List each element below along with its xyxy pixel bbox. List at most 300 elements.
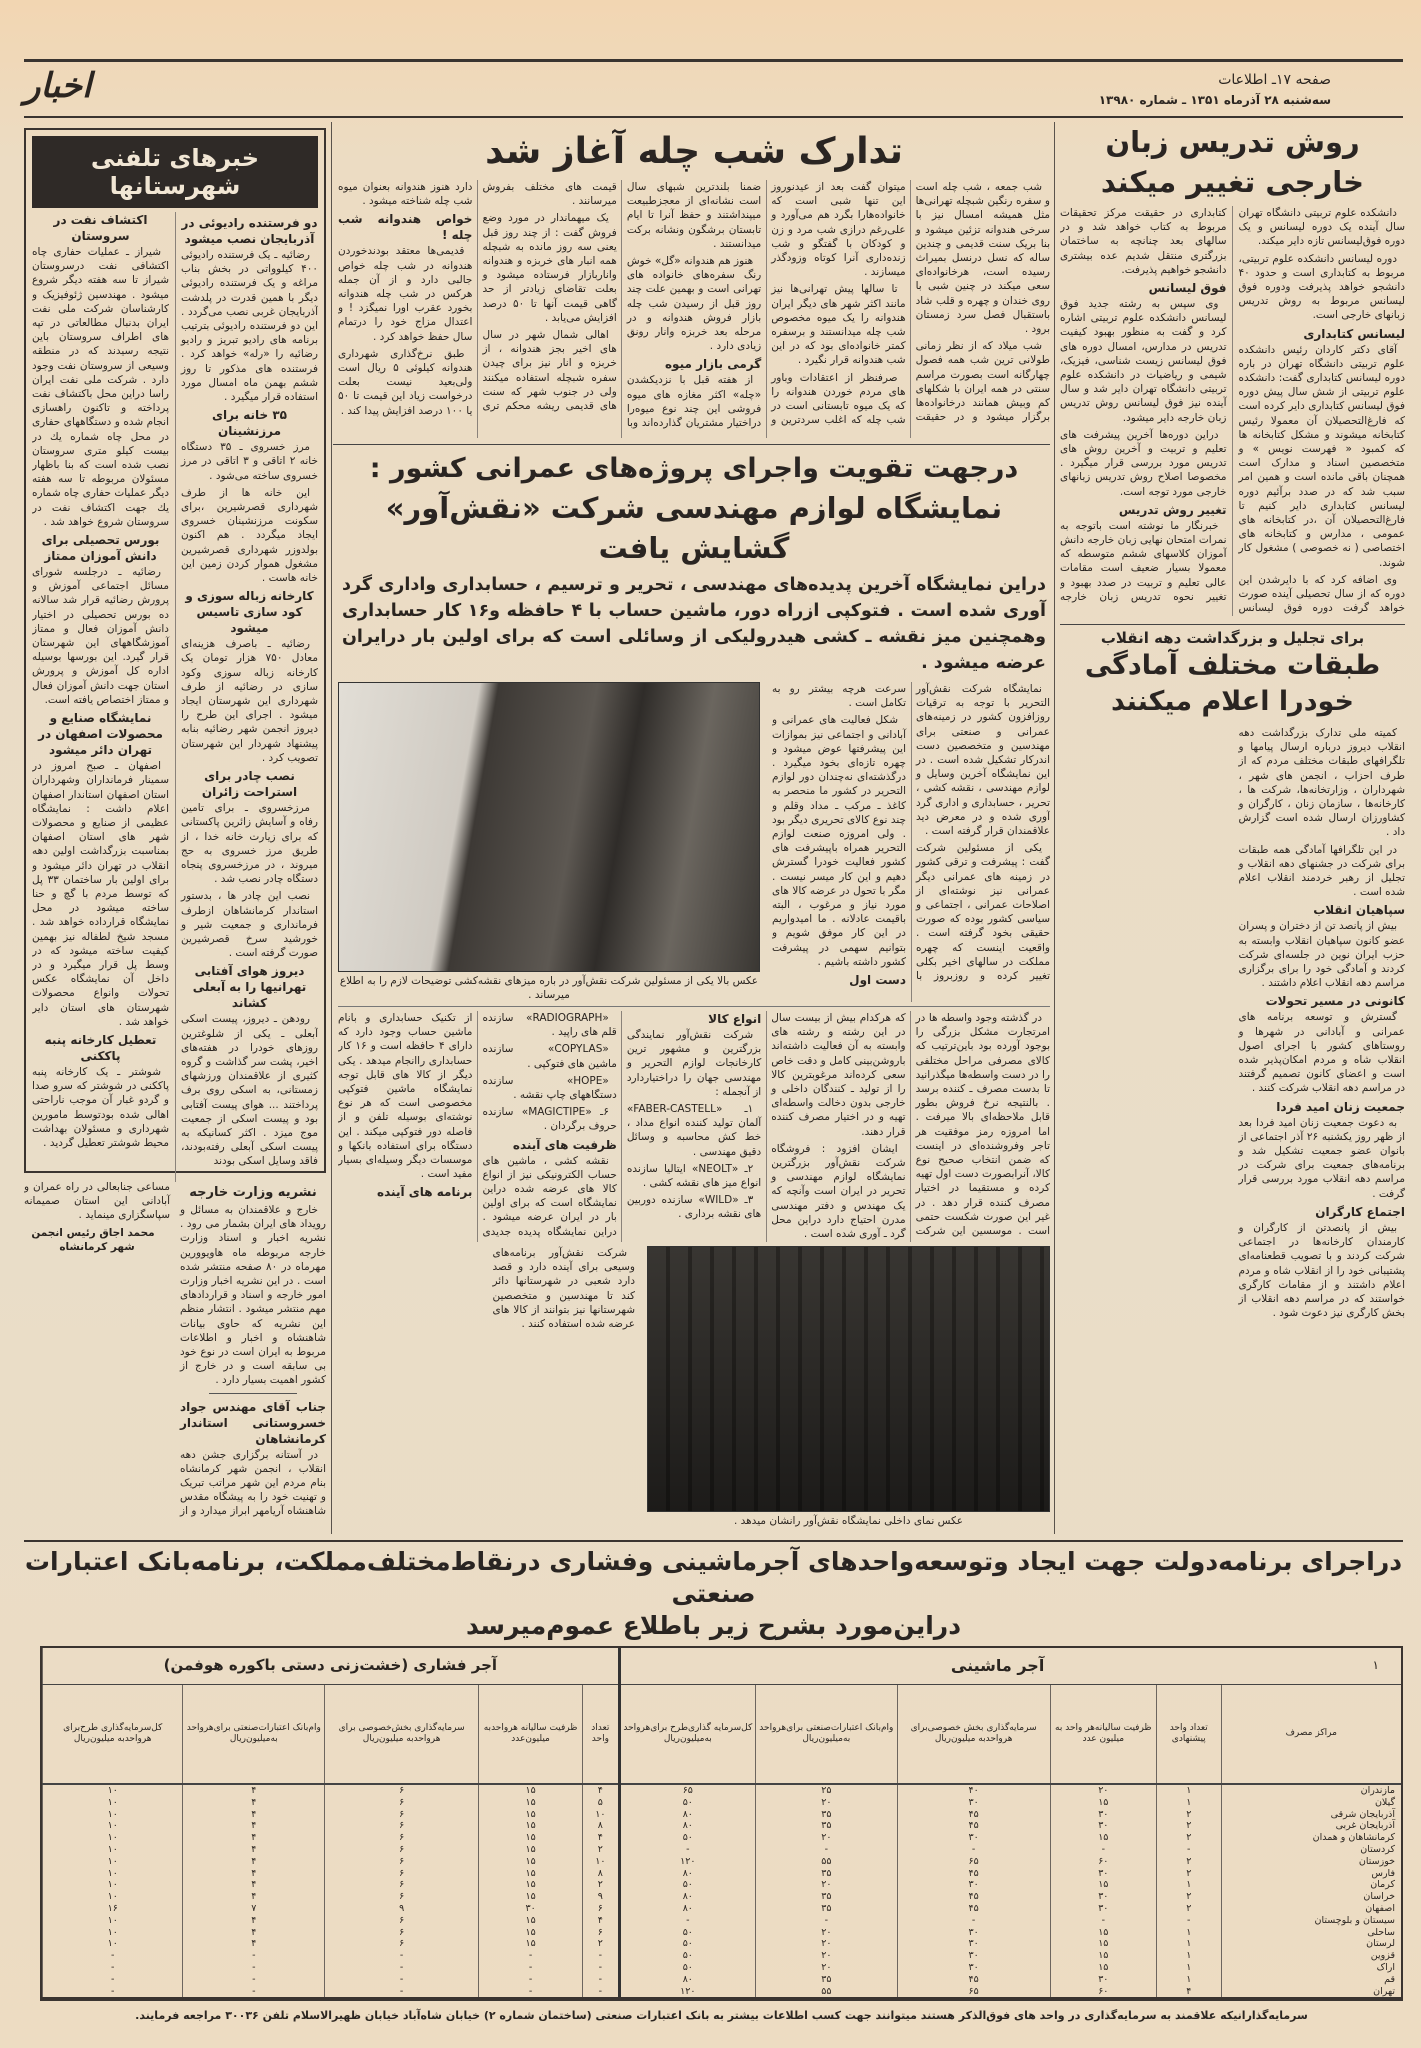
value-cell: -: [1157, 1915, 1222, 1927]
table-row: [43, 1844, 1402, 1856]
language-paragraph: دانشکده علوم تربیتی دانشگاه تهران سال آینده یک دوره لیسانس و یک دوره فوق‌لیسانس تازه دایر میکند.: [1238, 207, 1405, 248]
column-divider: [1054, 122, 1055, 1534]
value-cell: -: [479, 1962, 583, 1974]
revolution-body: [1060, 726, 1405, 1526]
language-paragraph: وی سپس به رشته جدید فوق لیسانس دانشکده علوم تربیتی اشاره کرد و گفت به منظور بهبود کیفیت تدریس در مدارس، امسال دوره های فوق لیسانس زیست شناسی، فیزیک، شیمی و ریاضیات در دانشکده علوم تربیتی دانشگاه تهران دایر شد و سال آینده نیز فوق لیسانس روش تدریس زبان خارجه دایر میشود.: [1060, 298, 1227, 424]
value-cell: ۱۵: [479, 1868, 583, 1880]
value-cell: ۱۰: [43, 1915, 183, 1927]
value-cell: ۲۰: [755, 1950, 897, 1962]
value-cell: ۲: [1157, 1891, 1222, 1903]
value-cell: ۱۵: [479, 1844, 583, 1856]
value-cell: ۲۰: [755, 1962, 897, 1974]
language-article: [1060, 122, 1405, 622]
naqshavar-paragraph: ۶ـ «MAGICTIPE» سازنده حروف برگردان .: [482, 1106, 617, 1133]
value-cell: ۵۰: [619, 1927, 755, 1939]
shab-chelleh-paragraph: هنوز هم هندوانه «گل» خوش رنگ سفره‌های خانواده های تهرانی است و بهمین علت چند روز قبل از رسیدن شب چله بازار فروش هندوانه و در مرحله بعد خربزه وانار رونق زیادی دارد .: [626, 255, 762, 353]
value-cell: ۲۰: [755, 1879, 897, 1891]
naqshavar-kicker: درجهت تقویت واجرای پروژه‌های عمرانی کشور :: [369, 453, 1019, 484]
value-cell: ۶: [325, 1891, 479, 1903]
value-cell: ۲۰: [1050, 1784, 1156, 1797]
value-cell: ۴: [183, 1797, 325, 1809]
value-cell: ۱: [1157, 1938, 1222, 1950]
value-cell: ۶۵: [619, 1784, 755, 1797]
value-cell: ۶۰: [1050, 1986, 1156, 1998]
column-divider: [331, 122, 332, 1534]
value-cell: ۵: [583, 1797, 620, 1809]
provincial-story-paragraph: این خانه ها از طرف شهرداری قصرشیرین ،برای سکونت مرزنشینان خسروی ایجاد میگردد . هم اکنون بولدوزر شهرداری قصرشیرین مشغول هموار کردن زمین این خانه هاست .: [181, 486, 318, 585]
language-subhead: لیسانس کتابداری: [1303, 326, 1405, 341]
value-cell: ۵۰: [619, 1879, 755, 1891]
table-row: [43, 1879, 1402, 1891]
revolution-subhead: سپاهیان انقلاب: [1313, 903, 1405, 918]
value-cell: ۱۵: [479, 1927, 583, 1939]
value-cell: -: [479, 1950, 583, 1962]
value-cell: ۱۰: [43, 1832, 183, 1844]
value-cell: ۴: [183, 1809, 325, 1821]
value-cell: ۱: [1157, 1784, 1222, 1797]
value-cell: -: [325, 1962, 479, 1974]
value-cell: -: [619, 1915, 755, 1927]
naqshavar-paragraph: ۱ـ «FABER-CASTELL» آلمان تولید کننده انواع مداد ، خط کش محاسبه و وسائل دقیق مهندسی .: [626, 1103, 762, 1158]
value-cell: ۵۰: [619, 1797, 755, 1809]
photo1-caption: عکس بالا یکی از مسئولین شرکت نقش‌آور در باره میزهای نقشه‌کشی توضیحات لازم را به اطلاع میرساند .: [339, 975, 759, 1001]
province-cell: کرمان: [1221, 1879, 1401, 1891]
value-cell: ۳۵: [755, 1820, 897, 1832]
value-cell: ۶: [325, 1844, 479, 1856]
naqshavar-side-text: [772, 682, 1050, 1002]
value-cell: ۴: [183, 1927, 325, 1939]
value-cell: ۴: [583, 1832, 620, 1844]
shab-chelleh-paragraph: قدیمی‌ها معتقد بودندخوردن هندوانه در شب چله خواص جالبی دارد و از آن جمله هرکس در شب چله هندوانه بخورد عقرب اورا نمیگزد ! و اعتدال مزاج خود را درتمام سال حفظ خواهد کرد .: [338, 245, 473, 343]
value-cell: ۱۵: [479, 1797, 583, 1809]
value-cell: ۳۰: [897, 1938, 1050, 1950]
revolution-paragraph: کمیته ملی تدارک بزرگداشت دهه انقلاب دیروز درباره ارسال پیامها و تلگرافهای طبقات مختلف مردم که از طرف احزاب ، انجمن های شهر ، شهرداران ، وزارتخانه‌ها، شرکت ها ، کارخانه‌ها ، سازمان زنان ، کارگران و کشاورزان ارسال شده است گزارش داد .: [1238, 727, 1405, 839]
naqshavar-paragraph: شکل فعالیت های عمرانی و آبادانی و اجتماعی نیز بموازات این پیشرفتها عوض میشود و چهره تازه‌ای بخود میگیرد . درگذشته‌ای نه‌چندان دور لوازم التحریر در کشور ما منحصر به کاغذ ـ مرکب ـ مداد وقلم و چند نوع کالای تحریری دیگر بود . ولی امروزه صنعت لوازم التحریر همراه باپیشرفت های کشور فعالیت خودرا گسترش دهیم و این کار میسر نیست . مگر با تحول در عرضه کالا های مورد نیاز و مرغوب ، البته باقیمت عادلانه . ما امیدواریم در این کار موفق شویم و بتوانیم سهمی در پیشرفت کشور داشته باشیم .: [772, 714, 906, 968]
table-row: [43, 1950, 1402, 1962]
value-cell: ۴۵: [897, 1820, 1050, 1832]
value-cell: ۶: [325, 1938, 479, 1950]
shab-chelleh-paragraph: طبق نرخ‌گذاری شهرداری هندوانه کیلوئی ۵ ریال است ولی‌بعید نیست بعلت درخواست زیاد این قیمت تا ۵۰ یا ۱۰۰ درصد افزایش پیدا کند .: [338, 347, 473, 417]
value-cell: ۱: [1157, 1950, 1222, 1962]
value-cell: ۴: [183, 1784, 325, 1797]
photo2-figure: [647, 1246, 1050, 1532]
value-cell: ۲۰: [755, 1832, 897, 1844]
revolution-paragraph: در این تلگرافها آمادگی همه طبقات برای شرکت در جشنهای دهه انقلاب و تجلیل از رهبر خردمند انقلاب اعلام شده است .: [1238, 843, 1405, 899]
province-cell: گیلان: [1221, 1797, 1401, 1809]
value-cell: ۶: [325, 1868, 479, 1880]
naqshavar-paragraph: ۲ـ «NEOLT» ایتالیا سازنده انواع میز های نقشه کشی .: [626, 1162, 762, 1190]
naqshavar-headline-block: [338, 450, 1050, 682]
provincial-story-subhead: نمایشگاه صنایع و محصولات اصفهان در تهران دائر میشود: [38, 711, 163, 758]
province-cell: خوزستان: [1221, 1856, 1401, 1868]
column-header-press: ظرفیت سالیانه هرواحدبه میلیون‌عدد: [479, 1684, 583, 1784]
value-cell: ۳۵: [755, 1903, 897, 1915]
value-cell: -: [325, 1986, 479, 1998]
table-row: [43, 1962, 1402, 1974]
ad-headline-2: دراین‌مورد بشرح زیر باطلاع عموم‌میرسد: [465, 1611, 962, 1640]
value-cell: ۱۲۰: [619, 1986, 755, 1998]
provincial-story-subhead: تعطیل کارخانه پنبه پاککنی: [44, 1032, 157, 1063]
value-cell: ۱۵: [1050, 1832, 1156, 1844]
value-cell: ۵۰: [619, 1962, 755, 1974]
value-cell: ۴۵: [897, 1868, 1050, 1880]
shab-chelleh-paragraph: شب جمعه ، شب چله است و سفره رنگین شبچله تهرانی‌ها مثل همیشه امسال نیز با سرخی هندوانه تزئین میشود و بنا بریک سنت قدیمی و چندین ساله که نسل درنسل بمیراث رسیده است، هرخانواده‌ای سعی میکند در چنین شبی با روی خندان و چهره و قلب شاد باستقبال فصل سرد زمستان برود .: [915, 181, 1050, 336]
value-cell: ۶: [325, 1784, 479, 1797]
value-cell: -: [897, 1915, 1050, 1927]
language-title: روش تدریس زبان خارجی تغییر میکند: [1100, 125, 1365, 199]
value-cell: ۲: [1157, 1820, 1222, 1832]
value-cell: ۱۵: [479, 1784, 583, 1797]
provincial-story-paragraph: رضائیه ـ درجلسه شورای مسائل اجتماعی آموزش و پرورش رضائیه قرار شد سالانه ده بورس تحصیلی در اختیار دانش آموزان فعال و ممتاز آموزشگاههای این شهرستان قرار گیرد. این بورسها بوسیله اداره کل آموزش و پرورش استان جهت دانش آموزان فعال و ممتاز اختصاص یافته است.: [32, 566, 169, 706]
value-cell: ۱۰: [43, 1927, 183, 1939]
value-cell: ۱۵: [479, 1879, 583, 1891]
language-subhead: فوق لیسانس: [1148, 281, 1227, 296]
table-row: [43, 1927, 1402, 1939]
value-cell: ۳۰: [897, 1962, 1050, 1974]
value-cell: ۱۵: [479, 1856, 583, 1868]
naqshavar-paragraph: شرکت نقش‌آور نمایندگی بزرگترین و مشهور ترین کارخانجات لوازم التحریر و مهندسی جهان را دراختیاردارد از آنجمله :: [626, 1029, 762, 1098]
value-cell: ۳۰: [897, 1879, 1050, 1891]
value-cell: ۴: [183, 1820, 325, 1832]
naqshavar-paragraph: «RADIOGRAPH» سازنده قلم های راپید .: [482, 1012, 617, 1039]
value-cell: ۴۵: [897, 1974, 1050, 1986]
provincial-story-subhead: نصب چادر برای استراحت زائران: [201, 769, 298, 800]
provincial-news-box: [24, 128, 326, 1173]
province-cell: کرمانشاهان و همدان: [1221, 1832, 1401, 1844]
provincial-story-paragraph: شوشتر ـ یک کارخانه پنبه پاککنی در شوشتر که سرو صدا و گردو غبار آن موجب ناراحتی اهالی شده بودتوسط مامورین شهرداری و مسئولان بهداشت محیط شوشتر تعطیل گردید .: [32, 1065, 169, 1149]
date-info: سه‌شنبه ۲۸ آذرماه ۱۳۵۱ ـ شماره ۱۳۹۸۰: [1098, 93, 1331, 107]
naqshavar-paragraph: شرکت نقش‌آور برنامه‌های وسیعی برای آینده دارد و قصد دارد شعبی در شهرستانها دائر کند تا مهندسین و متخصصین شهرستانها نیز بتوانند از کالا های عرضه شده استفاده کنند .: [492, 1247, 635, 1331]
value-cell: ۶: [325, 1915, 479, 1927]
value-cell: ۱: [1157, 1879, 1222, 1891]
value-cell: ۱: [1157, 1974, 1222, 1986]
value-cell: ۴: [183, 1844, 325, 1856]
naqshavar-paragraph: «HOPE» سازنده دستگاههای چاپ نقشه .: [482, 1074, 617, 1102]
value-cell: ۱۵: [479, 1938, 583, 1950]
province-cell: اراک: [1221, 1962, 1401, 1974]
value-cell: ۱۵: [1050, 1879, 1156, 1891]
value-cell: ۳۵: [755, 1868, 897, 1880]
naqshavar-subhead: انواع کالا: [708, 1012, 762, 1026]
page-info: صفحه ۱۷ـ اطلاعات: [1218, 72, 1331, 88]
value-cell: ۱۰: [43, 1891, 183, 1903]
value-cell: ۳۰: [897, 1950, 1050, 1962]
shab-chelleh-article: [338, 122, 1050, 442]
value-cell: ۸: [583, 1868, 620, 1880]
brick-table: [42, 1648, 1401, 1997]
value-cell: ۳۰: [1050, 1903, 1156, 1915]
value-cell: -: [183, 1950, 325, 1962]
value-cell: ۴: [183, 1938, 325, 1950]
value-cell: ۱۵: [479, 1915, 583, 1927]
value-cell: ۶: [325, 1856, 479, 1868]
table-row: [43, 1809, 1402, 1821]
value-cell: ۶: [583, 1903, 620, 1915]
shab-chelleh-title: تدارک شب چله آغاز شد: [485, 131, 903, 172]
naqshavar-paragraph: «COPYLAS» سازنده ماشین های فتوکپی .: [482, 1043, 617, 1070]
value-cell: ۶۵: [897, 1856, 1050, 1868]
divider: [338, 1006, 1050, 1007]
column-header-press: کل‌سرمایه‌گذاری طرح‌برای هرواحدبه میلیون‌ریال: [43, 1684, 183, 1784]
value-cell: ۹: [583, 1891, 620, 1903]
value-cell: ۴۰: [897, 1784, 1050, 1797]
value-cell: ۴: [583, 1915, 620, 1927]
value-cell: -: [755, 1915, 897, 1927]
value-cell: ۱۰: [43, 1797, 183, 1809]
value-cell: ۳۰: [1050, 1820, 1156, 1832]
value-cell: ۲۵: [755, 1784, 897, 1797]
language-paragraph: دراین دوره‌ها آخرین پیشرفت های تعلیم و تربیت و آخرین روش های تدریس مورد بررسی قرار میگیرد . مخصوصا اصلاح روش تدریس زبانهای خارجی مورد توجه است.: [1060, 428, 1227, 498]
value-cell: ۸۰: [619, 1820, 755, 1832]
brick-units-table: [40, 1646, 1403, 2001]
value-cell: ۴۵: [897, 1809, 1050, 1821]
naqshavar-side-paragraph: یکی از مسئولین شرکت گفت : پیشرفت و ترقی کشور در زمینه های عمرانی دیگر عمرانی نیز نوشته‌ای از اصلاحات عمرانی ، اجتماعی و سیاسی کشور بوده که صورت حقیقی بخود گرفته است . واقعیت اینست که چهره مملکت در سالهای اخیر بکلی تغییر کرده و روزبروز با سرعت هرچه بیشتر رو به تکامل است .: [772, 683, 1050, 983]
province-cell: آذربایجان غربی: [1221, 1820, 1401, 1832]
value-cell: ۷: [183, 1903, 325, 1915]
naqshavar-paragraph: ۳ـ «WILD» سازنده دوربین های نقشه برداری .: [626, 1194, 762, 1221]
provincial-story-paragraph: مرزخسروی ـ برای تامین رفاه و آسایش زائرین پاکستانی که برای زیارت خانه خدا ، از طریق مرز خسروی به حج میروند ، در مرزخسروی پنجاه دستگاه چادر نصب شد .: [181, 802, 318, 886]
value-cell: ۸۰: [619, 1809, 755, 1821]
value-cell: ۶۵: [897, 1986, 1050, 1998]
value-cell: ۳۰: [897, 1927, 1050, 1939]
value-cell: -: [1157, 1844, 1222, 1856]
value-cell: ۸۰: [619, 1868, 755, 1880]
value-cell: ۱: [1157, 1962, 1222, 1974]
provincial-story-subhead: اکتشاف نفت در سروستان: [53, 213, 148, 243]
column-header-machine: کل‌سرمایه گذاری‌طرح برای‌هرواحد به‌میلیون‌ریال: [619, 1684, 755, 1784]
value-cell: ۱۵: [479, 1832, 583, 1844]
provincial-story-paragraph: اصفهان ـ صبح امروز در سمینار فرمانداران وشهرداران استان اصفهان استاندار اصفهان اعلام داشت : نمایشگاه عظیمی از صنایع و محصولات شهر های استان اصفهان بمناسبت بزرگداشت اولین دهه انقلاب در تهران دائر میشود و برای اولین بار ساختمان ۳۳ پل که توسط مردم با گچ و حنا ساخته میشود در محل نمایشگاه قرارداده خواهد شد . مسجد شیخ لطفاله نیز بهمین کیفیت ساخته میشود که در وسط پل قرار میگیرد و در داخل آن نمایشگاه عکس تحولات وانواع محصولات شهرستان های استان دایر خواهد شد .: [32, 760, 169, 1028]
value-cell: ۲۰: [755, 1938, 897, 1950]
naqshavar-photo-row: [338, 682, 1050, 1002]
value-cell: ۳۰: [479, 1903, 583, 1915]
value-cell: ۱۰: [43, 1844, 183, 1856]
column-header-press: وام‌بانک اعتبارات‌صنعتی برای‌هرواحد به‌میلیون‌ریال: [183, 1684, 325, 1784]
value-cell: ۶: [325, 1797, 479, 1809]
value-cell: ۸۰: [619, 1891, 755, 1903]
photo1-figure: [338, 682, 760, 1002]
value-cell: ۲: [583, 1879, 620, 1891]
value-cell: ۴: [1157, 1986, 1222, 1998]
value-cell: ۲: [1157, 1868, 1222, 1880]
top-rule: [24, 59, 1403, 62]
value-cell: -: [479, 1974, 583, 1986]
provincial-story-subhead: بورس تحصیلی برای دانش آموزان ممتاز: [41, 533, 160, 564]
provincial-story-subhead: ۳۵ خانه برای مرزنشینان: [211, 408, 288, 439]
table-row: [43, 1784, 1402, 1797]
value-cell: ۵۰: [619, 1832, 755, 1844]
table-row: [43, 1820, 1402, 1832]
value-cell: ۱۰: [43, 1856, 183, 1868]
value-cell: ۱۰: [43, 1879, 183, 1891]
province-cell: لرستان: [1221, 1938, 1401, 1950]
value-cell: ۲: [1157, 1809, 1222, 1821]
value-cell: -: [1050, 1844, 1156, 1856]
value-cell: ۹: [325, 1903, 479, 1915]
value-cell: ۴: [583, 1784, 620, 1797]
value-cell: ۱۵: [1050, 1962, 1156, 1974]
value-cell: ۱۵: [1050, 1927, 1156, 1939]
provincial-story-paragraph: رضائیه ـ یک فرستنده رادیوئی ۴۰۰ کیلوواتی در بخش بناب مراغه و یک فرستنده رادیوئی دیگر با همین قدرت در پلدشت آذربایجان غربی نصب می‌گردد . این دو فرستنده رادیوئی بترتیب برنامه های رادیو تبریز و رادیو رضائیه را «رله» خواهد کرد . فرستنده های مذکور تا روز ششم بهمن ماه امسال مورد استفاده قرار میگیرد .: [181, 249, 318, 404]
section-title: اخبار: [24, 66, 92, 106]
column-header-machine: تعداد واحد پیشنهادی: [1157, 1684, 1222, 1784]
table-row: [43, 1891, 1402, 1903]
column-header-machine: وام‌بانک اعتبارات‌صنعتی برای‌هرواحد به‌میلیون‌ریال: [755, 1684, 897, 1784]
value-cell: ۳۵: [755, 1974, 897, 1986]
province-cell: فارس: [1221, 1868, 1401, 1880]
value-cell: -: [897, 1844, 1050, 1856]
value-cell: ۴: [183, 1832, 325, 1844]
province-cell: آذربایجان شرقی: [1221, 1809, 1401, 1821]
naqshavar-subhead: ظرفیت های آینده: [512, 1137, 617, 1152]
value-cell: ۲: [1157, 1903, 1222, 1915]
revolution-subhead: اجتماع کارگران: [1315, 1204, 1405, 1219]
value-cell: ۸: [583, 1820, 620, 1832]
naqshavar-side-paragraph: نمایشگاه شرکت نقش‌آور التحریر با توجه به ترقیات روزافزون کشور در زمینه‌های عمرانی و صنعتی برای مهندسین و متخصصین دست اندرکار تشکیل شده است . در این نمایشگاه آخرین وسایل و لوازم مهندسی ، نقشه کشی ، تحریر ، حسابداری و اداری گرد آوری شده و در معرض دید علاقمندان قرار گرفته است .: [916, 683, 1050, 838]
value-cell: ۳۵: [755, 1809, 897, 1821]
value-cell: ۱۵: [479, 1809, 583, 1821]
value-cell: ۳۰: [897, 1832, 1050, 1844]
naqshavar-subhead: دست اول: [849, 973, 906, 988]
table-row: [43, 1903, 1402, 1915]
left-lower-section: [24, 1180, 326, 1530]
table-row: [43, 1832, 1402, 1844]
value-cell: ۴: [183, 1891, 325, 1903]
value-cell: ۲: [1157, 1856, 1222, 1868]
naqshavar-body: [338, 1011, 1050, 1242]
value-cell: -: [583, 1962, 620, 1974]
value-cell: ۳۰: [897, 1797, 1050, 1809]
revolution-paragraph: به دعوت جمعیت زنان امید فردا بعد از ظهر روز یکشنبه ۲۶ آذر اجتماعی از بانوان عضو جمعیت تشکیل شد و برنامه‌های جمعیت برای شرکت در مراسم دهه انقلاب مورد بررسی قرار گرفت .: [1238, 1116, 1405, 1200]
value-cell: ۱: [1157, 1797, 1222, 1809]
province-cell: قزوین: [1221, 1950, 1401, 1962]
value-cell: ۸۰: [619, 1903, 755, 1915]
ministry-body: خارج و علاقمندان به مسائل و رویداد های ایران بشمار می رود . نشریه اخبار و اسناد وزارت خارجه مربوطه ماه هاویوورین مهرماه در ۸۰ صفحه منتشر شده است . در این نشریه اخبار وزارت امور خارجه و اسناد و قراردادهای مهم منتشر میشود . انتشار منظم این نشریه که حاوی بیانات شاهنشاه و اخبار و اطلاعات مربوط به ایران است در نوع خود بی سابقه است و در خارج از کشور اهمیت بسیار دارد .: [180, 1204, 326, 1387]
revolution-article: [1060, 628, 1405, 1533]
value-cell: ۲: [583, 1844, 620, 1856]
value-cell: ۶: [325, 1809, 479, 1821]
table-row: [43, 1974, 1402, 1986]
provincial-story-subhead: دو فرستنده رادیوئی در آذربایجان نصب میشود: [181, 216, 318, 246]
naqshavar-paragraph: در گذشته وجود واسطه ها در امرتجارت مشکل بزرگی را بوجود آورده بود باین‌ترتیب که کالای مصرفی مراحل مختلفی را در دست واسطه‌ها میگذرانید تا بدست مصرف ـ کننده برسد . بالنتیجه نرخ فروش بطور قابل ملاحظه‌ای بالا میرفت . اما امروزه رمز موفقیت هر تاجر وفروشنده‌ای در اینست که ضمن انتخاب صحیح نوع کالا، آنرابصورت دست اول تهیه کرده و مستقیما در اختیار مصرف کننده قرار دهد . در غیر این صورت شکست حتمی است . موسسین این شرکت که هرکدام بیش از بیست سال در این رشته و رشته های وابسته به آن فعالیت داشته‌اند باروشن‌بینی کامل و دقت خاص سعی کرده‌اند مرغوبترین کالا را از تولید ـ کنندگان داخلی و خارجی بدون دخالت واسطه‌ای تهیه و در اختیار مصرف کننده قرار دهند.: [771, 1012, 1050, 1238]
revolution-subhead: کانونی در مسیر تحولات: [1265, 994, 1405, 1009]
value-cell: ۱۵: [1050, 1797, 1156, 1809]
value-cell: ۳۰: [1050, 1809, 1156, 1821]
value-cell: ۲: [583, 1938, 620, 1950]
divider: [1060, 624, 1405, 625]
provincial-story-subhead: کارخانه زباله سوزی و کود سازی تاسیس میشود: [185, 589, 314, 636]
value-cell: ۱۰: [583, 1856, 620, 1868]
ad-headline-1: دراجرای برنامه‌دولت جهت ایجاد وتوسعه‌واحدهای آجرماشینی وفشاری درنقاط‌مختلف‌مملکت، برنامه‌بانک اعتبارات صنعتی: [24, 1547, 1403, 1608]
notice-signature: محمد اجاق رئیس انجمن شهر کرمانشاه: [31, 1226, 155, 1253]
value-cell: ۱۰: [43, 1809, 183, 1821]
value-cell: ۴: [183, 1915, 325, 1927]
value-cell: ۲۰: [755, 1927, 897, 1939]
value-cell: -: [479, 1986, 583, 1998]
notice-title: جناب آقای مهندس جواد خسروستانی استاندار کرمانشاهان: [180, 1399, 326, 1446]
value-cell: -: [183, 1974, 325, 1986]
ministry-title: نشریه وزارت خارجه: [189, 1185, 317, 1200]
value-cell: -: [755, 1844, 897, 1856]
value-cell: -: [43, 1974, 183, 1986]
value-cell: ۴۵: [897, 1891, 1050, 1903]
shab-chelleh-body: [338, 180, 1050, 438]
province-cell: تهران: [1221, 1986, 1401, 1998]
value-cell: -: [183, 1962, 325, 1974]
value-cell: -: [583, 1974, 620, 1986]
ad-footer: سرمایه‌گذارانیکه علاقمند به سرمایه‌گذاری در واحد های فوق‌الذکر هستند میتوانند جهت کسب اطلاعات بیشتر به بانک اعتبارات صنعتی (ساختمان شماره ۲) خیابان شاه‌آباد خیابان ظهیرالاسلام تلفن ۳۰۰۳۶ مراجعه فرمایند.: [135, 2009, 1308, 2023]
notice-body: در آستانه برگزاری جشن دهه انقلاب ، انجمن شهر کرمانشاه بنام مردم این شهر مراتب تبریک و تهنیت خود را به پیشگاه مقدس شاهنشاه آریامهر ابراز میدارد و از مساعی جنابعالی در راه عمران و آبادانی این استان صمیمانه سپاسگزاری مینماید .: [24, 1181, 326, 1518]
group-machine-brick: آجر ماشینی: [950, 1656, 1045, 1676]
shab-chelleh-subhead: خواص هندوانه شب چله !: [338, 212, 473, 243]
value-cell: ۱۵: [479, 1820, 583, 1832]
value-cell: ۴: [183, 1879, 325, 1891]
value-cell: ۱۰: [43, 1868, 183, 1880]
group-press-brick: آجر فشاری (خشت‌زنی دستی باکوره هوفمن): [43, 1648, 620, 1684]
province-cell: سیستان و بلوچستان: [1221, 1915, 1401, 1927]
value-cell: -: [325, 1974, 479, 1986]
table-row: [43, 1986, 1402, 1998]
provincial-story-paragraph: مرز خسروی ـ ۳۵ دستگاه خانه ۲ اتاقی و ۳ اتاقی در مرز خسروی ساخته می‌شود .: [181, 441, 318, 482]
value-cell: ۶۰: [1050, 1856, 1156, 1868]
value-cell: ۵۵: [755, 1986, 897, 1998]
value-cell: ۵۵: [755, 1856, 897, 1868]
naqshavar-article: [338, 450, 1050, 1532]
shab-chelleh-paragraph: از هفته قبل با نزدیکشدن «چله» اکثر مغازه های میوه فروشی این چند نوع میوه‌را دراختیار مشتریان گذارده‌اند وبا قیمت های مختلف بفروش میرسانند .: [482, 181, 762, 430]
revolution-paragraph: گسترش و توسعه برنامه های عمرانی و آبادانی در شهرها و روستاهای کشور با اجرای اصول انقلاب شاه و مردم امکان‌پذیر شده است و اعضای کانون تصمیم گرفتند در مراسم دهه انقلاب شرکت کنند .: [1238, 1011, 1405, 1095]
value-cell: ۲: [1157, 1832, 1222, 1844]
table-number: ۱: [1372, 1658, 1379, 1673]
naqshavar-title: نمایشگاه لوازم مهندسی شرکت «نقش‌آور» گشایش یافت: [385, 491, 1003, 565]
column-header-machine: سرمایه‌گذاری بخش خصوصی‌برای هرواحدبه میلیون‌ریال: [897, 1684, 1050, 1784]
exhibition-photo-drafting-tables: [338, 682, 760, 972]
column-header-machine: ظرفیت سالیانه‌هر واحد به میلیون عدد: [1050, 1684, 1156, 1784]
shab-chelleh-paragraph: اهالی شمال شهر در سال های اخیر بجز هندوانه ، از خربزه و انار نیز برای چیدن سفره شبچله استفاده میکنند ولی در جنوب شهر که سنت های قدیمی ریشه محکم تری دارد هنوز هندوانه بعنوان میوه شب چله شناخته میشود .: [338, 181, 617, 413]
value-cell: -: [583, 1986, 620, 1998]
value-cell: ۱۶: [43, 1903, 183, 1915]
column-header-machine: مراکز مصرف: [1221, 1684, 1401, 1784]
provincial-stories: [32, 212, 318, 1182]
province-cell: خراسان: [1221, 1891, 1401, 1903]
value-cell: ۳۰: [1050, 1891, 1156, 1903]
column-header-press: سرمایه‌گذاری بخش‌خصوصی برای هرواحدبه میلیون‌ریال: [325, 1684, 479, 1784]
value-cell: -: [183, 1986, 325, 1998]
provincial-banner: خبرهای تلفنی شهرستانها: [32, 136, 318, 208]
revolution-paragraph: بیش از پانصدتن از کارگران و کارمندان کارخانه‌ها در اجتماعی شرکت کردند و با تصویب قطعنامه‌ای پشتیبانی خود را از انقلاب شاه و مردم اعلام داشتند و از مقامات کارگری خواستند که در مراسم دهه انقلاب از بخش کارگری نیز دعوت شود .: [1238, 1221, 1405, 1320]
value-cell: ۵۰: [619, 1938, 755, 1950]
value-cell: -: [43, 1986, 183, 1998]
table-row: [43, 1797, 1402, 1809]
value-cell: ۸۰: [619, 1974, 755, 1986]
value-cell: ۶: [325, 1832, 479, 1844]
naqshavar-paragraph: نقشه کشی ، ماشین های حساب الکترونیکی نیز از انواع کالا های عرضه شده دراین نمایشگاه است که برای اولین بار در ایران عرضه میشود . دراین نمایشگاه پدیده جدیدی از تکنیک حسابداری و بانام ماشین حساب وجود دارد که دارای ۴ حافظه است و ۱۶ کار حسابداری راانجام میدهد . یکی دیگر از کالا های قابل توجه نمایشگاه ماشین فتوکپی مخصوصی است که هر نوع نوشته‌ای بوسیله تلفن و از فاصله دور فتوکپی میکند . این دستگاه برای استفاده بانکها و موسسات دیگر وسیله‌ای بسیار مفید است .: [338, 1012, 617, 1238]
provincial-story-subhead: دیروز هوای آفتابی تهرانیها را به آبعلی کشاند: [192, 964, 307, 1011]
value-cell: ۱: [1157, 1927, 1222, 1939]
naqshavar-paragraph: ایشان افزود : فروشگاه شرکت نقش‌آور بزرگترین نمایشگاه لوازم مهندسی و تحریر در ایران است وآنچه که یک مهندس و دفتر مهندسی مدرن احتیاج دارد دراین محل گرد ـ آوری شده است .: [771, 1142, 906, 1241]
revolution-kicker: برای تجلیل و بزرگداشت دهه انقلاب: [1100, 629, 1365, 647]
value-cell: ۶: [325, 1820, 479, 1832]
provincial-story-paragraph: رضائیه ـ باصرف هزینه‌ای معادل ۷۵۰ هزار تومان یک کارخانه زباله سوزی وکود سازی در رضائیه از طرف شهرداری این شهرستان ایجاد میشود . اجرای این طرح را دیروز انجمن شهر رضائیه بنابه پیشنهاد شهردار این شهرستان تصویب کرد .: [181, 638, 318, 764]
naqshavar-lead: دراین نمایشگاه آخرین پدیده‌های مهندسی ، تحریر و ترسیم ، حسابداری واداری گرد آوری شده است . فتوکپی ازراه دور، ماشین حساب با ۴ حافظه و۱۶ کار حسابداری وهمچنین میز نقشه ـ کشی هیدرولیکی از وسائلی است که برای اولین بار درایران عرضه میشود .: [342, 575, 1046, 673]
language-paragraph: آقای دکتر کاردان رئیس دانشکده علوم تربیتی دانشگاه تهران در باره دوره لیسانس کتابداری گفت: دانشکده علوم تربیتی از شش سال پیش دوره فوق لیسانس کتابداری دایر کرده است که فارغ‌التحصیلان آن معمولا رئیس کتابخانه میشوند و مشکل کتابخانه ها که کمبود « فهرست نویس » و متخصصین اسناد و مدارک است همچنان باقی مانده است و همین امر سبب شد که در صدد برآئیم دوره لیسانس کتابداری دایر کنیم تا فارغ‌التحصیلان آن ،در کتابخانه های عمومی ، مدارس و کتابخانه های اختصاصی ( نه خصوصی ) مشغول کار شوند.: [1238, 343, 1405, 569]
language-paragraph: خبرنگار ما نوشته است باتوجه به نمرات امتحان نهایی زبان خارجه دانش آموزان کلاسهای ششم متوسطه که معمولا بسیار ضعیف است مقامات عالی تعلیم و تربیت در صدد بهبود و تغییر نحوه تدریس زبان خارجه: [1060, 519, 1227, 603]
province-cell: ساحلی: [1221, 1927, 1401, 1939]
value-cell: ۱۲۰: [619, 1856, 755, 1868]
value-cell: ۶: [325, 1879, 479, 1891]
value-cell: ۲۰: [755, 1797, 897, 1809]
revolution-paragraph: بیش از پانصد تن از دختران و پسران عضو کانون سپاهیان انقلاب وابسته به حزب ایران نوین در جلسه‌ای شرکت کردند و آمادگی خود را برای برگزاری مراسم دهه انقلاب اعلام داشتند .: [1238, 920, 1405, 990]
value-cell: ۳۵: [755, 1891, 897, 1903]
